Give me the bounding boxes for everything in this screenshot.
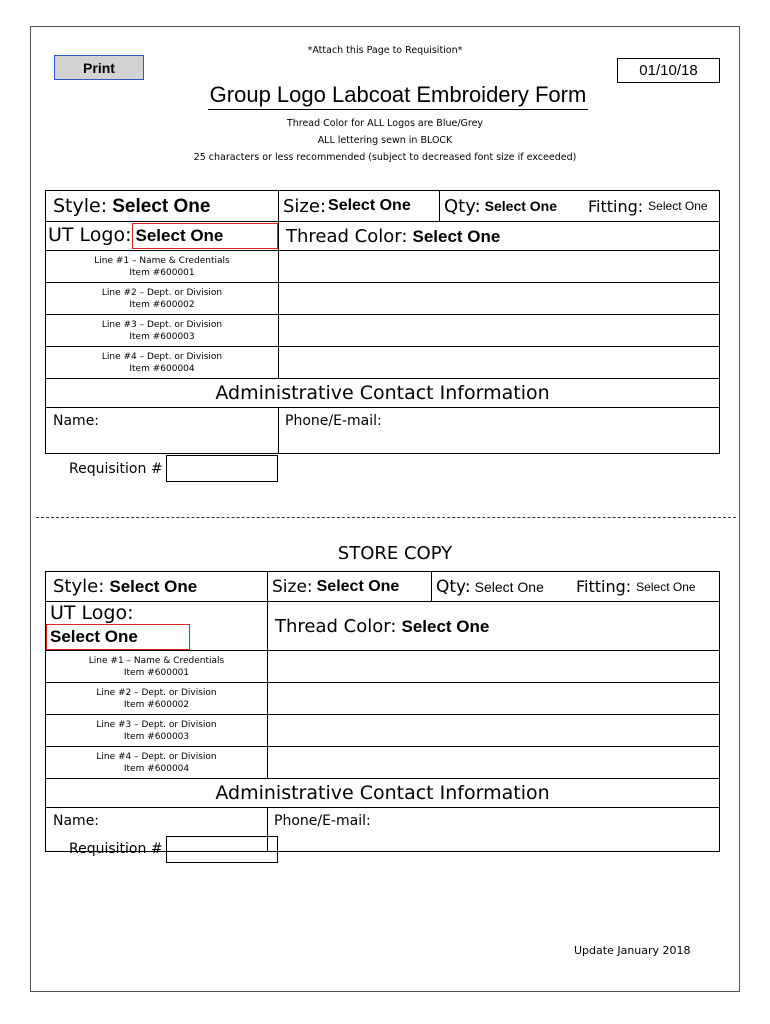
admin-contact-heading: Administrative Contact Information [46, 379, 720, 408]
store-style-select[interactable]: Select One [109, 577, 198, 596]
line-2-label: Line #2 – Dept. or Division Item #600002 [46, 283, 279, 315]
fitting-select[interactable]: Select One [648, 199, 708, 213]
store-thread-color-cell [268, 602, 720, 651]
print-button[interactable]: Print [54, 55, 144, 80]
phone-email-label: Phone/E-mail: [285, 413, 382, 429]
character-limit-note: 25 characters or less recommended (subject to decreased font size if exceeded) [193, 152, 577, 163]
style-label: Style: [53, 194, 108, 217]
phone-email-field[interactable] [279, 408, 720, 454]
thread-color-note: Thread Color for ALL Logos are Blue/Grey [286, 118, 484, 129]
fitting-label: Fitting: [588, 196, 644, 216]
store-line-3-input[interactable] [268, 715, 720, 747]
requisition-label: Requisition # [69, 461, 163, 477]
line-1-input[interactable] [279, 251, 720, 283]
store-fitting-select[interactable]: Select One [636, 579, 696, 594]
requisition-input[interactable] [166, 455, 278, 482]
thread-color-label: Thread Color: [286, 225, 408, 247]
store-size-select[interactable]: Select One [316, 577, 400, 595]
store-admin-contact-heading: Administrative Contact Information [46, 779, 720, 808]
date-field[interactable]: 01/10/18 [617, 58, 720, 83]
thread-color-cell [279, 222, 720, 251]
name-label: Name: [53, 413, 100, 429]
store-requisition-label: Requisition # [69, 841, 163, 857]
store-qty-label: Qty: [436, 576, 471, 597]
store-style-cell[interactable] [46, 572, 268, 602]
store-phone-email-field[interactable] [268, 808, 720, 852]
store-logo-select[interactable]: Select One [46, 624, 190, 650]
qty-select[interactable]: Select One [484, 198, 558, 214]
store-line-1-label: Line #1 – Name & Credentials Item #600001 [46, 651, 268, 683]
store-size-label: Size: [272, 576, 313, 597]
store-requisition-input[interactable] [166, 836, 278, 863]
store-name-label: Name: [53, 813, 100, 829]
size-label: Size: [283, 195, 327, 217]
cut-line-divider [36, 517, 736, 518]
line-2-input[interactable] [279, 283, 720, 315]
store-line-4-input[interactable] [268, 747, 720, 779]
order-form-table [45, 190, 720, 454]
lettering-note: ALL lettering sewn in BLOCK [317, 135, 453, 146]
store-size-qty-fitting-cell [268, 572, 720, 602]
store-logo-cell [46, 602, 268, 651]
logo-label: UT Logo: [48, 223, 132, 246]
store-line-1-input[interactable] [268, 651, 720, 683]
name-field[interactable] [46, 408, 279, 454]
style-select[interactable]: Select One [112, 195, 211, 217]
store-copy-table [45, 571, 720, 852]
attach-note: *Attach this Page to Requisition* [307, 45, 463, 56]
thread-color-select[interactable]: Select One [412, 226, 501, 246]
store-line-4-label: Line #4 – Dept. or Division Item #600004 [46, 747, 268, 779]
store-copy-title: STORE COPY [337, 543, 453, 564]
qty-label: Qty: [444, 195, 481, 217]
store-line-2-input[interactable] [268, 683, 720, 715]
line-3-input[interactable] [279, 315, 720, 347]
form-title: Group Logo Labcoat Embroidery Form [209, 82, 587, 107]
store-qty-select[interactable]: Select One [474, 578, 544, 595]
store-thread-color-label: Thread Color: [275, 615, 397, 637]
logo-cell [46, 222, 279, 251]
line-1-label: Line #1 – Name & Credentials Item #600001 [46, 251, 279, 283]
store-line-2-label: Line #2 – Dept. or Division Item #600002 [46, 683, 268, 715]
line-4-input[interactable] [279, 347, 720, 379]
store-fitting-label: Fitting: [576, 577, 632, 596]
title-underline [208, 109, 588, 110]
logo-select[interactable]: Select One [132, 223, 278, 249]
line-4-label: Line #4 – Dept. or Division Item #600004 [46, 347, 279, 379]
style-cell[interactable] [46, 191, 279, 222]
store-thread-color-select[interactable]: Select One [401, 616, 490, 636]
store-style-label: Style: [53, 576, 105, 597]
line-3-label: Line #3 – Dept. or Division Item #600003 [46, 315, 279, 347]
store-logo-label: UT Logo: [50, 602, 134, 624]
store-line-3-label: Line #3 – Dept. or Division Item #600003 [46, 715, 268, 747]
size-qty-fitting-cell [279, 191, 720, 222]
size-select[interactable]: Select One [328, 197, 411, 214]
update-note: Update January 2018 [574, 944, 691, 957]
store-phone-email-label: Phone/E-mail: [274, 813, 371, 829]
